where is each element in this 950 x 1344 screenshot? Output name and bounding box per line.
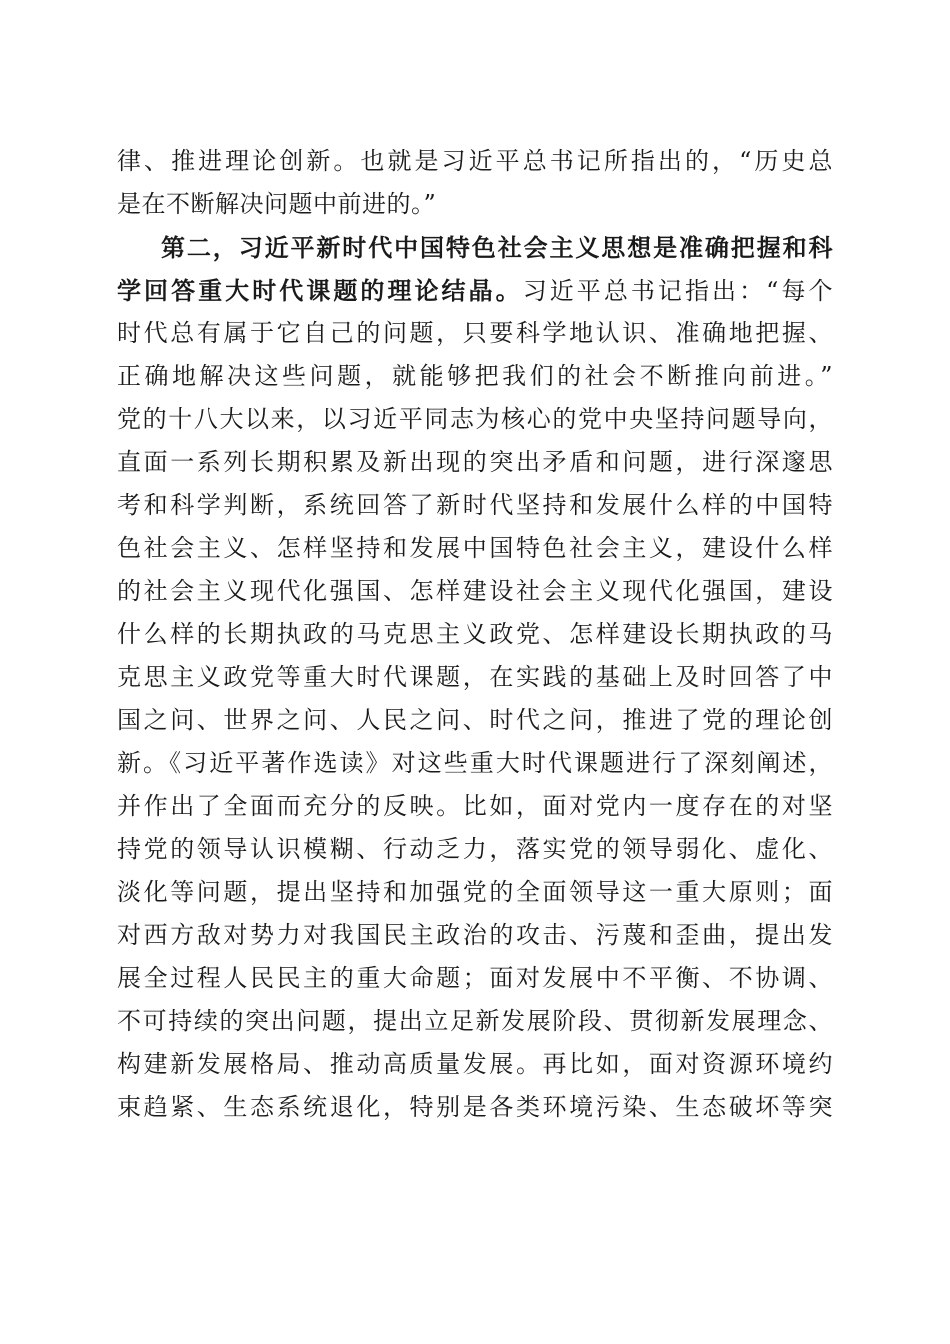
text-span: 习近平总书记指出：“每个	[522, 277, 833, 305]
text-line: 束趋紧、生态系统退化，特别是各类环境污染、生态破坏等突	[117, 1093, 833, 1121]
text-line: 淡化等问题，提出坚持和加强党的全面领导这一重大原则；面	[117, 878, 833, 906]
text-line: 不可持续的突出问题，提出立足新发展阶段、贯彻新发展理念、	[117, 1007, 833, 1035]
text-line: 国之问、世界之问、人民之问、时代之问，推进了党的理论创	[117, 706, 833, 734]
text-line	[117, 269, 833, 312]
text-line: 持党的领导认识模糊、行动乏力，落实党的领导弱化、虚化、	[117, 835, 833, 863]
text-line: 是在不断解决问题中前进的。”	[117, 190, 437, 218]
text-line: 新。《习近平著作选读》对这些重大时代课题进行了深刻阐述，	[117, 749, 833, 777]
heading-line: 第二，习近平新时代中国特色社会主义思想是准确把握和科	[161, 233, 833, 262]
heading-text: 学回答重大时代课题的理论结晶。	[117, 276, 523, 305]
text-line: 对西方敌对势力对我国民主政治的攻击、污蔑和歪曲，提出发	[117, 921, 833, 949]
text-line: 克思主义政党等重大时代课题，在实践的基础上及时回答了中	[117, 663, 833, 691]
text-line: 什么样的长期执政的马克思主义政党、怎样建设长期执政的马	[117, 620, 833, 648]
text-line: 律、推进理论创新。也就是习近平总书记所指出的，“历史总	[117, 147, 833, 175]
text-line: 构建新发展格局、推动高质量发展。再比如，面对资源环境约	[117, 1050, 833, 1078]
text-line: 展全过程人民民主的重大命题；面对发展中不平衡、不协调、	[117, 964, 833, 992]
text-line: 色社会主义、怎样坚持和发展中国特色社会主义，建设什么样	[117, 534, 833, 562]
text-line: 考和科学判断，系统回答了新时代坚持和发展什么样的中国特	[117, 491, 833, 519]
text-line: 的社会主义现代化强国、怎样建设社会主义现代化强国，建设	[117, 577, 833, 605]
text-line: 党的十八大以来，以习近平同志为核心的党中央坚持问题导向，	[117, 405, 833, 433]
text-line: 时代总有属于它自己的问题，只要科学地认识、准确地把握、	[117, 319, 833, 347]
body-text	[117, 140, 833, 1129]
text-line: 直面一系列长期积累及新出现的突出矛盾和问题，进行深邃思	[117, 448, 833, 476]
text-line: 正确地解决这些问题，就能够把我们的社会不断推向前进。”	[117, 362, 833, 390]
text-line: 并作出了全面而充分的反映。比如，面对党内一度存在的对坚	[117, 792, 833, 820]
